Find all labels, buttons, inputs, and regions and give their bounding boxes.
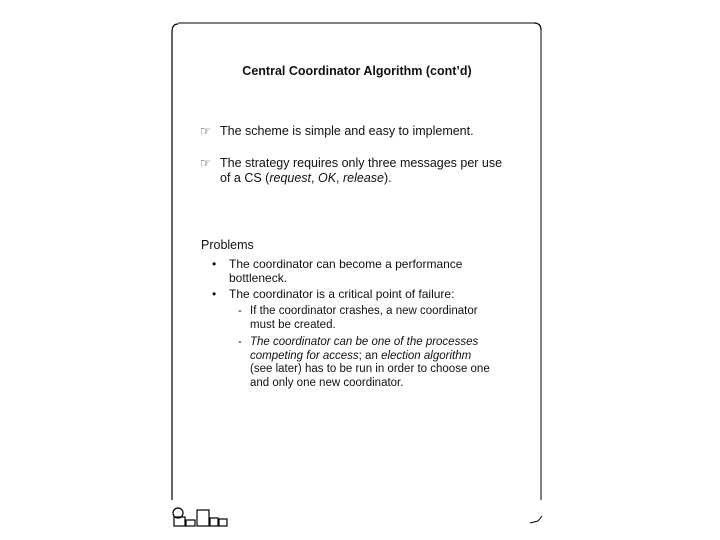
pointing-hand-icon: ☞ (200, 156, 211, 170)
point-text: The strategy requires only three messages per use (220, 156, 503, 170)
pointing-hand-icon: ☞ (200, 124, 211, 138)
footer-logo (173, 508, 227, 526)
bullet-marker: • (212, 287, 217, 301)
corner-mark (530, 516, 542, 523)
point-text-line2: of a CS (request, OK, release). (220, 171, 392, 185)
problems-heading: Problems (201, 238, 254, 252)
point-text: The scheme is simple and easy to implement. (220, 124, 474, 138)
bullet-marker: • (212, 257, 217, 271)
slide-title: Central Coordinator Algorithm (cont’d) (242, 64, 472, 78)
